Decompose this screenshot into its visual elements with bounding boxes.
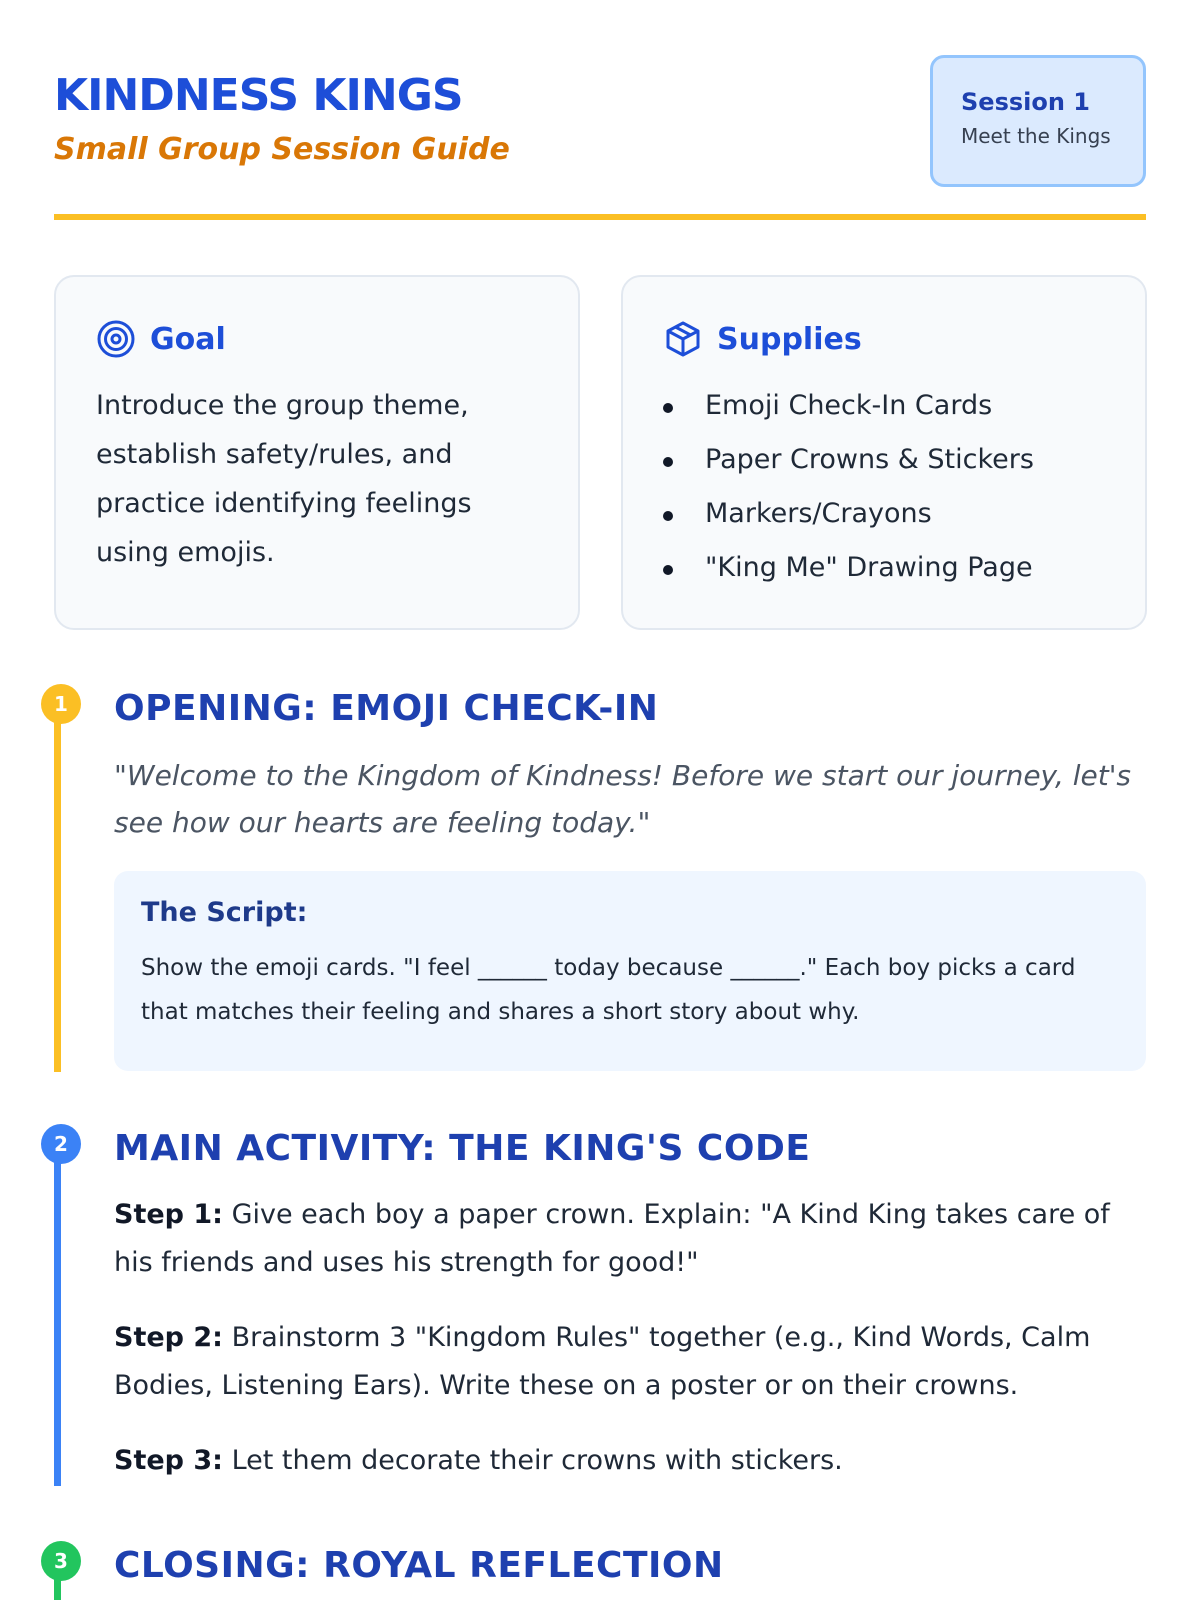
section-3-title: CLOSING: ROYAL REFLECTION xyxy=(114,1545,724,1586)
supplies-card xyxy=(621,275,1147,630)
session-number: Session 1 xyxy=(961,88,1090,116)
page-header xyxy=(54,55,1146,220)
script-box xyxy=(114,871,1146,1071)
step-label: Step 3: xyxy=(114,1445,223,1476)
box-icon xyxy=(663,319,703,359)
target-icon xyxy=(96,319,136,359)
session-name: Meet the Kings xyxy=(961,124,1111,148)
supplies-header xyxy=(663,317,1105,361)
step-2 xyxy=(114,1314,1144,1410)
step-1 xyxy=(114,1191,1144,1287)
list-item: "King Me" Drawing Page xyxy=(663,545,1105,599)
step-text: Let them decorate their crowns with stickers. xyxy=(222,1445,843,1476)
section-1-title: OPENING: EMOJI CHECK-IN xyxy=(114,688,659,729)
page-subtitle: Small Group Session Guide xyxy=(54,132,510,167)
step-3 xyxy=(114,1437,1144,1485)
step-label: Step 1: xyxy=(114,1199,223,1230)
section-1-number: 1 xyxy=(41,684,81,724)
list-item: Paper Crowns & Stickers xyxy=(663,437,1105,491)
steps-list xyxy=(114,1191,1144,1512)
page-title: KINDNESS KINGS xyxy=(54,70,463,121)
list-item: Emoji Check-In Cards xyxy=(663,383,1105,437)
goal-header xyxy=(96,317,538,361)
step-text: Give each boy a paper crown. Explain: "A Kind King takes care of his friends and uses his strength for good!" xyxy=(114,1199,1110,1278)
script-title: The Script: xyxy=(141,897,308,928)
goal-text: Introduce the group theme, establish safety/rules, and practice identifying feelings using emojis. xyxy=(96,390,472,568)
goal-title: Goal xyxy=(150,321,226,357)
step-text: Brainstorm 3 "Kingdom Rules" together (e.g., Kind Words, Calm Bodies, Listening Ears). Write these on a poster or on their crowns. xyxy=(114,1322,1091,1401)
goal-card xyxy=(54,275,580,630)
supplies-list xyxy=(663,383,1105,599)
section-2-rail xyxy=(54,1140,61,1486)
session-badge xyxy=(930,55,1146,187)
section-3-number: 3 xyxy=(41,1541,81,1581)
step-label: Step 2: xyxy=(114,1322,223,1353)
list-item: Markers/Crayons xyxy=(663,491,1105,545)
section-2-title: MAIN ACTIVITY: THE KING'S CODE xyxy=(114,1128,811,1169)
script-text: Show the emoji cards. "I feel ______ today because ______." Each boy picks a card that matches their feeling and shares a short story about why. xyxy=(141,955,1076,1025)
supplies-title: Supplies xyxy=(717,321,862,357)
section-1-quote: "Welcome to the Kingdom of Kindness! Before we start our journey, let's see how our hearts are feeling today." xyxy=(114,759,1132,839)
section-1-rail xyxy=(54,700,61,1072)
section-2-number: 2 xyxy=(41,1124,81,1164)
